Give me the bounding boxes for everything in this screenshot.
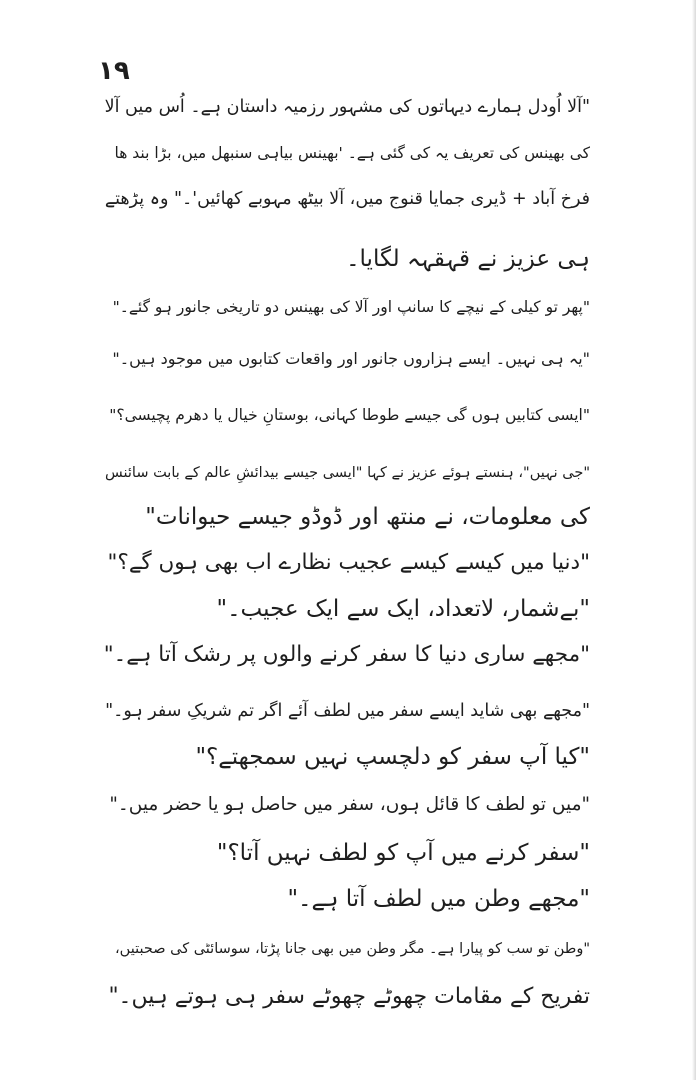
text-line: "سفر کرنے میں آپ کو لطف نہیں آتا؟" xyxy=(216,840,590,866)
text-line: فرخ آباد + ڈیری جمایا قنوج میں، آلا بیٹھ مہوبے کھائیں'۔" وہ پڑھتے xyxy=(104,189,590,209)
text-line: تفریح کے مقامات چھوٹے چھوٹے سفر ہی ہوتے ہیں۔" xyxy=(108,984,590,1009)
text-line: کی معلومات، نے منتھ اور ڈوڈو جیسے حیوانات" xyxy=(145,504,590,530)
text-line: "بےشمار، لاتعداد، ایک سے ایک عجیب۔" xyxy=(216,596,590,622)
text-line: "جی نہیں"، ہنستے ہوئے عزیز نے کہا "ایسی جیسے بیدائشِ عالم کے بابت سائنس xyxy=(105,465,590,481)
text-line: "آلا اُودل ہمارے دیہاتوں کی مشہور رزمیہ داستان ہے۔ اُس میں آلا xyxy=(104,97,590,117)
text-line: "مجھے بھی شاید ایسے سفر میں لطف آئے اگر تم شریکِ سفر ہو۔" xyxy=(105,701,590,721)
text-line: "وطن تو سب کو پیارا ہے۔ مگر وطن میں بھی جانا پڑتا، سوسائٹی کی صحبتیں، xyxy=(115,941,590,957)
page-edge-shadow xyxy=(692,0,696,1080)
text-line: "پھر تو کیلی کے نیچے کا سانپ اور آلا کی بھینس دو تاریخی جانور ہو گئے۔" xyxy=(112,298,590,316)
text-line: "مجھے وطن میں لطف آتا ہے۔" xyxy=(287,886,590,912)
text-line: "میں تو لطف کا قائل ہوں، سفر میں حاصل ہو یا حضر میں۔" xyxy=(109,794,590,815)
text-line: کی بھینس کی تعریف یہ کی گئی ہے۔ 'بھینس بیاہی سنبھل میں، بڑا بند ھا xyxy=(114,144,590,162)
text-line: "ایسی کتابیں ہوں گی جیسے طوطا کہانی، بوستانِ خیال یا دھرم پچیسی؟" xyxy=(109,406,590,424)
text-line: "مجھے ساری دنیا کا سفر کرنے والوں پر رشک آتا ہے۔" xyxy=(103,642,590,667)
text-line: ہی عزیز نے قہقہہ لگایا۔ xyxy=(346,246,590,272)
text-line: "کیا آپ سفر کو دلچسپ نہیں سمجھتے؟" xyxy=(195,744,590,770)
text-line: "یہ ہی نہیں۔ ایسے ہزاروں جانور اور واقعات کتابوں میں موجود ہیں۔" xyxy=(112,349,590,368)
text-line: "دنیا میں کیسے کیسے عجیب نظارے اب بھی ہوں گے؟" xyxy=(107,550,590,575)
page-number: ۱۹ xyxy=(98,56,130,86)
